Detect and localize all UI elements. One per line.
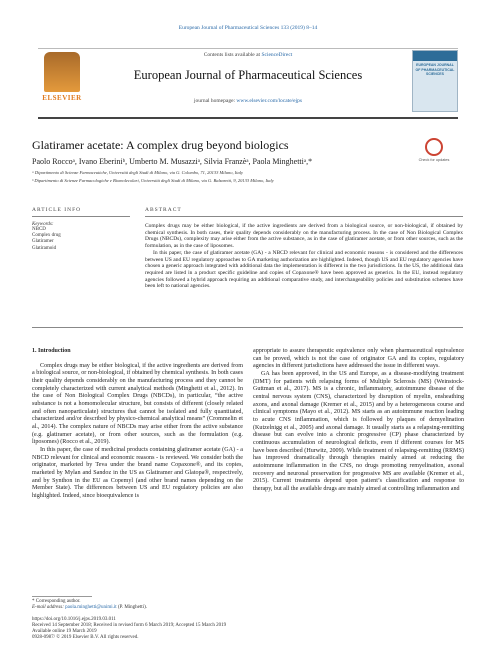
elsevier-wordmark: ELSEVIER xyxy=(42,94,82,102)
journal-title: European Journal of Pharmaceutical Sciences xyxy=(133,68,363,82)
cover-band xyxy=(413,51,457,61)
author-list: Paolo Roccoᵃ, Ivano Eberiniᵇ, Umberto M. Musazziᵃ, Silvia Franzèᵃ, Paola Minghettiᵃ,* xyxy=(32,157,313,166)
body-paragraph: appropriate to assure therapeutic equivalence only when pharmaceutical equivalence can be proved, which is not the case of originator GA and its copies, regulatory agencies in different jurisdictions have addressed the issue in different ways. xyxy=(253,348,464,370)
masthead xyxy=(38,48,458,119)
keyword-item: Glatiramoid xyxy=(32,245,57,251)
abstract-body xyxy=(145,223,463,290)
journal-reference[interactable]: European Journal of Pharmaceutical Sciences 133 (2019) 8–14 xyxy=(178,25,318,31)
check-for-updates-badge[interactable] xyxy=(418,138,450,168)
cover-title: EUROPEAN JOURNAL OF PHARMACEUTICAL SCIENCES xyxy=(415,63,455,76)
keyword-item: Glatiramer xyxy=(32,239,54,245)
introduction-heading: 1. Introduction xyxy=(32,348,71,354)
body-paragraph: GA has been approved, in the US and Europe, as a disease-modifying treatment (DMT) for patients with relapsing forms of Multiple Sclerosis (MS) (Weinstock-Guttman et al., 2017). MS is a chronic, inflammatory, autoimmune disease of the central nervous system (CNS), characterized by disruption of myelin, ensheathing axons, and axonal damage (Kremer et al., 2015) and by a heterogeneous course and clinical symptoms (Mayo et al., 2012). MS starts as an autoimmune reaction leading to acute CNS inflammation, which is followed by plaques of demyelination (Kutzelnigg et al., 2005) and axonal damage. It usually starts as a relapsing-remitting disease but can evolve into a chronic progressive (CP) phase characterized by continuous accumulation of neurological deficits, even if different courses for MS have been described (Hurwitz, 2009). While treatment of relapsing-remitting (RRMS) has improved dramatically through therapies mainly aimed at reducing the autoimmune inflammation in the CNS, no drugs promoting remyelination, axonal recovery and neuronal preservation for progressive MS are available (Kremer et al., 2015). Current treatments depend upon patient’s classification and response to therapy, but all the available drugs are mainly aimed at controlling inflammation and xyxy=(253,370,464,492)
keyword-item: Complex drug xyxy=(32,233,61,239)
sciencedirect-link[interactable]: ScienceDirect xyxy=(261,52,293,58)
affiliation-b: ᵇ Dipartimento di Scienze Farmacologiche e Biomolecolari, Università degli Studi di Milano, via G. Balzaretti, 9, 20133 Milano, Italy xyxy=(32,178,274,183)
article-info-rule xyxy=(32,216,130,217)
available-online: Available online 19 March 2019 xyxy=(32,629,97,634)
body-left-column xyxy=(32,348,243,500)
body-paragraph: Complex drugs may be either biological, if the active ingredients are derived from a biological source, or non-biological, if obtained by chemical synthesis. In both cases their quality depends considerably on the manufacturing process and they cannot be completely characterized with current analytical methods (Minghetti et al., 2012). In the case of Non Biological Complex Drugs (NBCDs), in particular, “the active substance is not a homomolecular structure, but consists of different (closely related and often nanoparticulate) structures that cannot be isolated and fully quantitated, characterized and/or described by physico-chemical analytical means” (Crommelin et al., 2014). The complex nature of NBCDs may arise either from the active substance (e.g. glatiramer acetate), or from other sources, such as the formulation (e.g. liposomes) (Rocco et al., 2019). xyxy=(32,362,243,446)
contents-prefix: Contents lists available at xyxy=(203,52,262,58)
email-link[interactable]: paola.minghetti@unimi.it xyxy=(65,605,117,610)
affiliation-a: ᵃ Dipartimento di Scienze Farmaceutiche, Università degli Studi di Milano, via G. Colombo, 71, 20133 Milano, Italy xyxy=(32,170,244,175)
keyword-item: NBCD xyxy=(32,227,46,232)
abstract-bottom-rule xyxy=(32,327,463,328)
abstract-paragraph: In this paper, the case of glatiramer acetate (GA) - a NBCD relevant for clinical and economic reasons - is considered and the differences between US and EU regulatory approaches to GA marketing authorization are highlighted. Indeed, though US and EU regulatory agencies have chosen a generic approach integrated with additional data the implementation is different in the two jurisdictions. In the US, the additional data required are listed in a product specific guideline and copies of Copaxone® have been approved as generics. In the EU, instead regulatory agencies followed a hybrid approach requiring an additional comparative study, and interchangeability policies and substitution schemes have been left to national agencies. xyxy=(145,249,463,290)
email-label: E-mail address: xyxy=(32,605,66,610)
abstract-heading: ABSTRACT xyxy=(145,207,182,213)
footnote-rule xyxy=(32,596,92,597)
body-paragraph: In this paper, the case of medicinal products containing glatiramer acetate (GA) - a NBCD relevant for clinical and economic reasons - is reviewed. We consider both the originator, marketed by Teva under the brand name Copaxone®, and its copies, marketed by Mylan and Sandoz in the US as Glatiramer and Glatopa®, respectively, and by Synthon in the EU as Copemyl (and other brand names depending on the Member State). The differences between US and EU regulatory policies are also highlighted. Indeed, since bioequivalence is xyxy=(32,446,243,499)
received-dates: Received 14 September 2018; Received in revised form 6 March 2019; Accepted 15 March 2019 xyxy=(32,623,227,628)
body-right-column xyxy=(253,348,464,493)
abstract-rule xyxy=(145,216,463,217)
journal-cover-image xyxy=(412,50,458,112)
doi-link[interactable]: https://doi.org/10.1016/j.ejps.2019.03.011 xyxy=(32,617,116,622)
article-info-heading: ARTICLE INFO xyxy=(32,207,82,213)
homepage-link[interactable]: www.elsevier.com/locate/ejps xyxy=(236,98,303,104)
update-badge-label: Check for updates xyxy=(418,158,450,162)
keywords-block xyxy=(32,222,130,252)
email-line xyxy=(32,605,147,611)
email-suffix: (P. Minghetti). xyxy=(116,605,147,610)
homepage-prefix: journal homepage: xyxy=(193,98,237,104)
issn-copyright: 0928-0987/ © 2019 Elsevier B.V. All rights reserved. xyxy=(32,635,139,640)
update-icon xyxy=(425,138,443,156)
article-title: Glatiramer acetate: A complex drug beyond biologics xyxy=(32,138,289,152)
abstract-paragraph: Complex drugs may be either biological, if the active ingredients are derived from a biological source, or non-biological, if obtained by chemical synthesis. In both cases, their quality depends considerably on the manufacturing process. In the case of Non Biological Complex Drugs (NBCDs), complexity may arise either from the active substance, as in the case of glatiramer acetate, or from other sources, such as the formulation, as in the case of liposomes. xyxy=(145,223,463,250)
keywords-label: Keywords: xyxy=(32,222,54,227)
corresponding-author-note: * Corresponding author. xyxy=(32,599,81,604)
